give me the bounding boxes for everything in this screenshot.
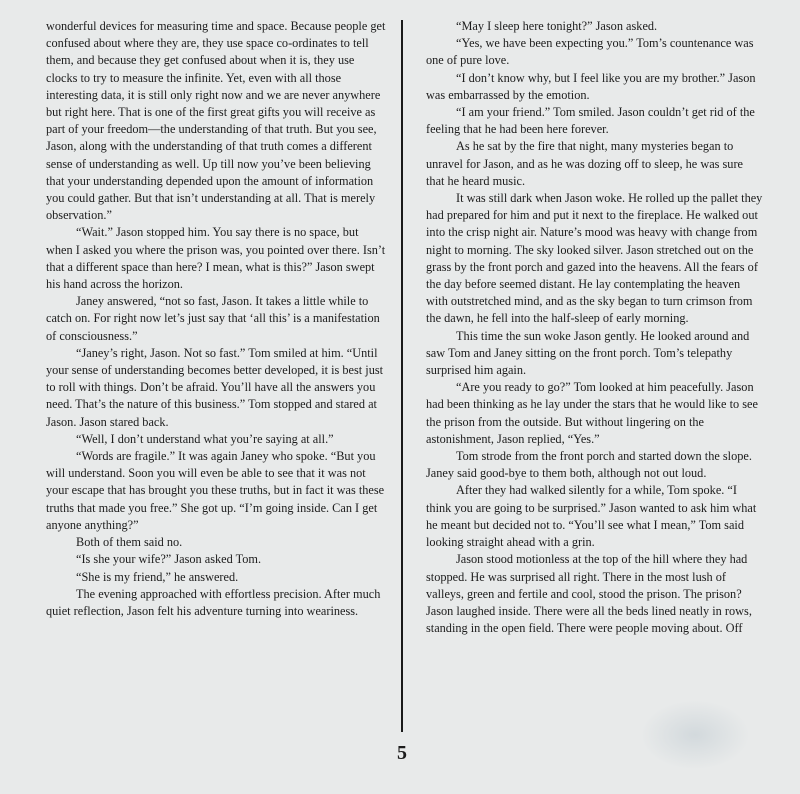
left-text-column [46, 18, 388, 620]
column-divider-rule [401, 20, 403, 732]
paragraph: It was still dark when Jason woke. He rolled up the pallet they had prepared for him and put it next to the fireplace. He walked out into the crisp night air. Nature’s mood was heavy with change from night to morning. The sky looked silver. Jason stretched out on the grass by the front porch and gazed into the heavens. All the fears of the day before seemed distant. He lay contemplating the heaven with outstretched mind, and as the sky began to turn crimson from the dawn, he fell into the half-sleep of early morning. [426, 191, 763, 326]
paragraph: After they had walked silently for a while, Tom spoke. “I think you are going to be surprised.” Jason wanted to ask him what he meant but decided not to. “You’ll see what I mean,” Tom said looking straight ahead with a grin. [426, 483, 757, 550]
paragraph: Tom strode from the front porch and started down the slope. Janey said good-bye to them both, although not out loud. [426, 449, 752, 481]
right-text-column [426, 18, 764, 637]
paragraph: “I am your friend.” Tom smiled. Jason couldn’t get rid of the feeling that he had been here forever. [426, 105, 755, 137]
paragraph: wonderful devices for measuring time and space. Because people get confused about where they are, they use space co-ordinates to tell them, and because they get confused about when it is, they use clocks to try to measure the infinite. Yet, even with all those interesting data, it is still only right now and we are never anywhere but right here. That is one of the first great gifts you will receive as part of your freedom—the understanding of that truth. But you see, Jason, along with the understanding of that truth comes a different sense of understanding as well. Up till now you’ve been believing that your understanding depended upon the amount of information you could gather. But that isn’t understanding at all. That is merely observation.” [46, 19, 386, 223]
paragraph: “Well, I don’t understand what you’re saying at all.” [76, 431, 334, 446]
paragraph: “Wait.” Jason stopped him. You say there is no space, but when I asked you where the prison was, you pointed over there. Isn’t that a different space than here? I mean, what is this?” Jason swept his hand across the horizon. [46, 225, 386, 292]
paragraph: “Are you ready to go?” Tom looked at him peacefully. Jason had been thinking as he lay under the stars that he would like to see the prison from the outside. But without lingering on the astonishment, Jason replied, “Yes.” [426, 380, 758, 446]
print-through-smudge [640, 700, 750, 770]
paragraph: As he sat by the fire that night, many mysteries began to unravel for Jason, and as he was dozing off to sleep, he was sure that he heard music. [426, 139, 744, 188]
paragraph: “May I sleep here tonight?” Jason asked. [456, 19, 658, 33]
paragraph: This time the sun woke Jason gently. He looked around and saw Tom and Janey sitting on the front porch. Tom’s telepathy surprised him again. [426, 328, 750, 378]
paragraph: “I don’t know why, but I feel like you are my brother.” Jason was embarrassed by the emotion. [426, 70, 756, 102]
paragraph: “Is she your wife?” Jason asked Tom. [76, 552, 262, 567]
paragraph: Janey answered, “not so fast, Jason. It takes a little while to catch on. For right now let’s just say that ‘all this’ is a manifestation of consciousness.” [46, 294, 380, 343]
paragraph: “Yes, we have been expecting you.” Tom’s countenance was one of pure love. [426, 36, 754, 68]
paragraph: “Words are fragile.” It was again Janey who spoke. “But you will understand. Soon you will even be able to see that it was not your escape that has brought you these truths, but in fact it was these truths that made you free.” She got up. “I’m going inside. Can I get anyone anything?” [46, 449, 385, 532]
page-number: 5 [397, 742, 407, 764]
paragraph: Jason stood motionless at the top of the hill where they had stopped. He was surprised all right. There in the most lush of valleys, green and fertile and cool, stood the prison. The prison? Jason laughed inside. There were all the beds lined neatly in rows, standing in the open field. There were people moving about. Off [426, 552, 752, 636]
paragraph: “She is my friend,” he answered. [76, 569, 239, 584]
paragraph: “Janey’s right, Jason. Not so fast.” Tom smiled at him. “Until your sense of understanding becomes better developed, it is best just to roll with things. Don’t be afraid. You’ll have all the answers you need. That’s the nature of this business.” Tom stopped and stared at Jason. Jason stared back. [46, 345, 384, 429]
paragraph: Both of them said no. [76, 535, 183, 550]
paragraph: The evening approached with effortless precision. After much quiet reflection, Jason felt his adventure turning into weariness. [46, 586, 381, 618]
